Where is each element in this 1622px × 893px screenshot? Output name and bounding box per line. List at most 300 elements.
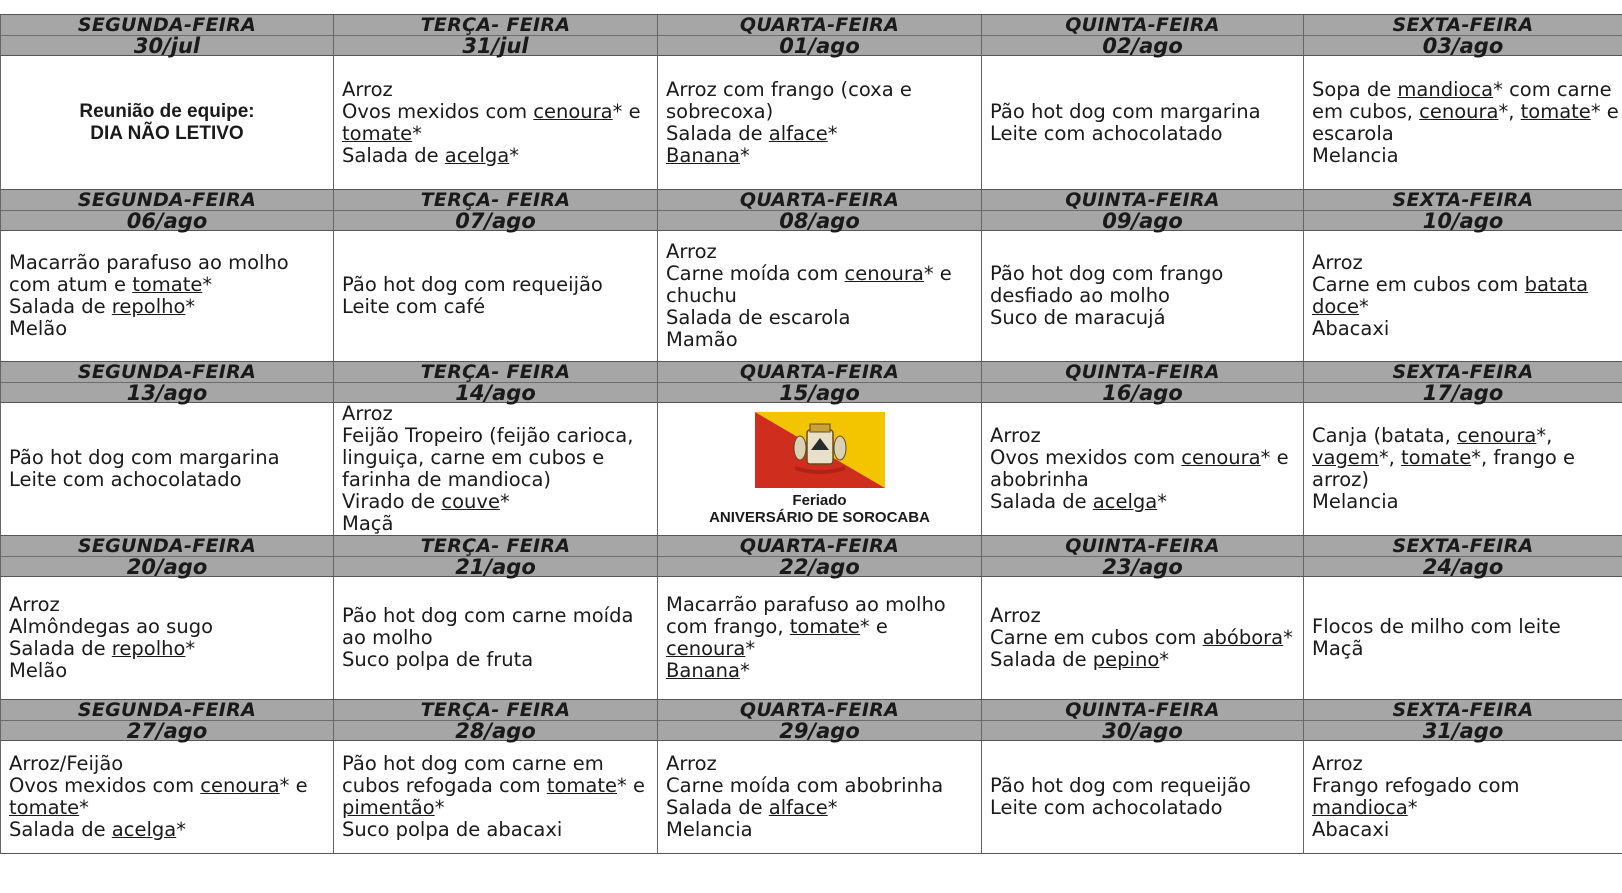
text-segment: Salada de xyxy=(9,818,112,841)
text-segment: Flocos de milho com leite xyxy=(1312,615,1561,638)
text-segment: Mamão xyxy=(666,328,738,351)
day-header xyxy=(0,362,333,403)
menu-line xyxy=(1312,819,1616,841)
menu-line xyxy=(1312,123,1616,145)
text-segment: *, frango e xyxy=(1471,446,1576,469)
text-segment: Ovos mexidos com xyxy=(342,99,534,123)
weekday-label: SEGUNDA-FEIRA xyxy=(1,362,333,383)
menu-cell xyxy=(0,231,333,362)
highlighted-ingredient: doce xyxy=(1312,295,1360,318)
text-segment: * xyxy=(739,659,750,682)
menu-line xyxy=(666,145,975,167)
weekday-label: SEGUNDA-FEIRA xyxy=(1,700,333,721)
text-segment: Melão xyxy=(9,659,68,682)
text-segment: Abacaxi xyxy=(1312,317,1390,340)
highlighted-ingredient: Banana xyxy=(666,659,740,682)
text-segment: Arroz xyxy=(342,77,393,101)
date-label: 31/ago xyxy=(1422,719,1504,743)
menu-line xyxy=(342,753,651,775)
day-header xyxy=(1303,700,1622,741)
date-label: 22/ago xyxy=(779,555,860,579)
menu-cell xyxy=(657,56,981,190)
text-segment: Ovos mexidos com xyxy=(9,774,201,797)
text-segment: * xyxy=(1359,295,1369,318)
menu-line xyxy=(342,819,651,841)
text-segment: * xyxy=(509,143,519,167)
menu-line xyxy=(342,797,651,819)
date-label: 23/ago xyxy=(1102,555,1183,579)
menu-cell xyxy=(333,577,657,700)
menu-cell xyxy=(657,741,981,854)
menu-line xyxy=(990,469,1297,491)
day-header xyxy=(657,190,981,231)
date-label: 29/ago xyxy=(779,719,860,743)
menu-line xyxy=(666,241,975,263)
date-label: 03/ago xyxy=(1422,34,1504,58)
highlighted-ingredient: mandioca xyxy=(1397,77,1494,101)
menu-line xyxy=(990,491,1297,513)
menu-line xyxy=(990,307,1297,329)
highlighted-ingredient: abóbora xyxy=(1202,626,1284,649)
highlighted-ingredient: tomate xyxy=(1520,99,1591,123)
text-segment: Arroz xyxy=(1312,752,1363,775)
menu-line xyxy=(666,775,975,797)
weekday-label: QUARTA-FEIRA xyxy=(658,700,981,721)
menu-line xyxy=(990,123,1297,145)
text-segment: *, xyxy=(1536,424,1553,447)
highlighted-ingredient: pepino xyxy=(1092,648,1160,671)
menu-line xyxy=(9,775,327,797)
date-label: 28/ago xyxy=(455,719,536,743)
day-header xyxy=(0,15,333,56)
highlighted-ingredient: cenoura xyxy=(1457,424,1537,447)
date-label: 27/ago xyxy=(126,719,208,743)
text-segment: Carne moída com xyxy=(666,262,845,285)
menu-line xyxy=(9,318,327,340)
day-header xyxy=(657,15,981,56)
day-header xyxy=(1303,190,1622,231)
day-header xyxy=(0,536,333,577)
day-header xyxy=(1303,15,1622,56)
menu-line xyxy=(1312,252,1616,274)
text-segment: Carne em cubos com xyxy=(990,626,1203,649)
menu-line xyxy=(9,797,327,819)
text-segment: Melancia xyxy=(1312,490,1399,513)
text-segment: Melancia xyxy=(666,818,753,841)
date-label: 15/ago xyxy=(779,381,860,405)
menu-cell xyxy=(1303,577,1622,700)
weekday-label: QUARTA-FEIRA xyxy=(658,536,981,557)
text-segment: Suco de maracujá xyxy=(990,306,1166,329)
day-header xyxy=(981,15,1303,56)
menu-line xyxy=(666,797,975,819)
holiday-caption xyxy=(792,492,846,509)
highlighted-ingredient: tomate xyxy=(1401,446,1472,469)
text-segment: Salada de xyxy=(666,796,769,819)
text-segment: chuchu xyxy=(666,284,737,307)
day-header xyxy=(1303,536,1622,577)
menu-line xyxy=(1312,616,1616,638)
weekday-label: SEXTA-FEIRA xyxy=(1304,362,1622,383)
text-segment: * xyxy=(79,796,89,819)
text-segment: Suco polpa de abacaxi xyxy=(342,818,563,841)
menu-cell xyxy=(0,741,333,854)
menu-line xyxy=(9,819,327,841)
weekday-label: SEXTA-FEIRA xyxy=(1304,700,1622,721)
date-label: 13/ago xyxy=(126,381,208,405)
text-segment: desfiado ao molho xyxy=(990,284,1170,307)
text-segment: Pão hot dog com requeijão xyxy=(342,273,603,296)
date-label: 06/ago xyxy=(126,209,208,233)
weekday-label: TERÇA- FEIRA xyxy=(334,15,657,36)
weekday-label: QUINTA-FEIRA xyxy=(982,190,1303,211)
text-segment: cubos refogada com xyxy=(342,774,547,797)
date-label: 07/ago xyxy=(455,209,536,233)
menu-line xyxy=(342,491,651,513)
text-segment: Leite com achocolatado xyxy=(9,468,242,491)
menu-line xyxy=(342,649,651,671)
text-segment: Arroz xyxy=(990,604,1041,627)
menu-line xyxy=(1312,797,1616,819)
text-segment: ANIVERSÁRIO DE SOROCABA xyxy=(709,509,930,526)
menu-line xyxy=(342,123,651,145)
text-segment: * e xyxy=(859,615,888,638)
text-segment: * e xyxy=(1260,446,1289,469)
text-segment: Frango refogado com xyxy=(1312,774,1520,797)
menu-line xyxy=(342,403,651,425)
text-segment: Salada de xyxy=(9,295,112,318)
menu-cell xyxy=(981,741,1303,854)
weekday-label: QUINTA-FEIRA xyxy=(982,700,1303,721)
menu-line xyxy=(1312,318,1616,340)
menu-cell xyxy=(1303,741,1622,854)
menu-line xyxy=(1312,491,1616,513)
menu-cell xyxy=(333,403,657,536)
text-segment: Melão xyxy=(9,317,68,340)
text-segment: Canja (batata, xyxy=(1312,424,1458,447)
menu-line xyxy=(342,79,651,101)
text-segment: linguiça, carne em cubos e xyxy=(342,446,605,469)
text-segment: * xyxy=(827,796,838,819)
highlighted-ingredient: batata xyxy=(1524,273,1589,296)
date-label: 21/ago xyxy=(455,555,536,579)
text-segment: * com carne xyxy=(1493,77,1612,101)
text-segment: Reunião de equipe: xyxy=(79,100,255,122)
menu-line xyxy=(9,447,327,469)
menu-line xyxy=(990,425,1297,447)
highlighted-ingredient: cenoura xyxy=(844,262,924,285)
text-segment: Ovos mexidos com xyxy=(990,446,1182,469)
text-segment: Salada de xyxy=(990,490,1093,513)
menu-line xyxy=(9,252,327,274)
text-segment: Pão hot dog com carne em xyxy=(342,752,604,775)
text-segment: Suco polpa de fruta xyxy=(342,648,534,671)
text-segment: com atum e xyxy=(9,273,133,296)
menu-cell xyxy=(981,56,1303,190)
menu-line xyxy=(9,638,327,660)
text-segment: Salada de escarola xyxy=(666,306,851,329)
weekday-label: QUARTA-FEIRA xyxy=(658,190,981,211)
menu-cell xyxy=(1303,56,1622,190)
menu-line xyxy=(666,660,975,682)
menu-line xyxy=(9,660,327,682)
menu-line xyxy=(666,819,975,841)
menu-cell xyxy=(0,403,333,536)
text-segment: Pão hot dog com margarina xyxy=(990,99,1261,123)
text-segment: Feijão Tropeiro (feijão carioca, xyxy=(342,424,634,447)
day-header xyxy=(657,700,981,741)
text-segment: Salada de xyxy=(990,648,1093,671)
menu-line xyxy=(342,627,651,649)
date-label: 02/ago xyxy=(1102,34,1183,58)
menu-line xyxy=(990,627,1297,649)
text-segment: * xyxy=(185,295,196,318)
highlighted-ingredient: tomate xyxy=(789,615,860,638)
menu-cell xyxy=(657,231,981,362)
weekday-label: QUINTA-FEIRA xyxy=(982,536,1303,557)
menu-line xyxy=(342,296,651,318)
menu-line xyxy=(342,605,651,627)
text-segment: * xyxy=(499,490,510,513)
weekday-label: SEXTA-FEIRA xyxy=(1304,536,1622,557)
text-segment: *, xyxy=(1498,99,1521,123)
menu-line xyxy=(666,285,975,307)
menu-line xyxy=(9,296,327,318)
weekday-label: QUARTA-FEIRA xyxy=(658,362,981,383)
text-segment: escarola xyxy=(1312,121,1394,145)
menu-line xyxy=(990,649,1297,671)
day-header xyxy=(657,362,981,403)
text-segment: * e xyxy=(1590,99,1619,123)
day-header xyxy=(333,15,657,56)
highlighted-ingredient: acelga xyxy=(444,143,510,167)
menu-line xyxy=(990,447,1297,469)
menu-line xyxy=(342,469,651,491)
text-segment: * e xyxy=(923,262,952,285)
weekday-label: QUINTA-FEIRA xyxy=(982,15,1303,36)
date-label: 09/ago xyxy=(1102,209,1183,233)
highlighted-ingredient: repolho xyxy=(111,295,186,318)
text-segment: Arroz xyxy=(342,403,393,425)
notice-line xyxy=(79,101,254,123)
highlighted-ingredient: couve xyxy=(441,490,500,513)
text-segment: Maçã xyxy=(1312,637,1364,660)
highlighted-ingredient: tomate xyxy=(546,774,617,797)
text-segment: Virado de xyxy=(342,490,442,513)
menu-line xyxy=(1312,775,1616,797)
text-segment: Pão hot dog com requeijão xyxy=(990,774,1251,797)
text-segment: com frango, xyxy=(666,615,790,638)
day-header xyxy=(981,362,1303,403)
date-label: 24/ago xyxy=(1422,555,1504,579)
text-segment: * xyxy=(412,121,422,145)
highlighted-ingredient: acelga xyxy=(111,818,177,841)
text-segment: Sopa de xyxy=(1312,77,1398,101)
text-segment: Arroz xyxy=(990,424,1041,447)
day-header xyxy=(333,362,657,403)
menu-line xyxy=(1312,274,1616,296)
day-header xyxy=(981,190,1303,231)
day-header xyxy=(981,536,1303,577)
date-label: 17/ago xyxy=(1422,381,1504,405)
highlighted-ingredient: cenoura xyxy=(666,637,746,660)
highlighted-ingredient: cenoura xyxy=(1181,446,1261,469)
weekday-label: SEGUNDA-FEIRA xyxy=(1,15,333,36)
menu-line xyxy=(342,145,651,167)
text-segment: * xyxy=(1407,796,1418,819)
text-segment: Arroz xyxy=(666,752,717,775)
text-segment: * xyxy=(1159,648,1170,671)
menu-cell xyxy=(981,231,1303,362)
menu-line xyxy=(1312,753,1616,775)
day-header xyxy=(333,190,657,231)
menu-cell xyxy=(1303,403,1622,536)
menu-cell xyxy=(333,56,657,190)
menu-line xyxy=(990,797,1297,819)
weekday-label: TERÇA- FEIRA xyxy=(334,190,657,211)
date-label: 30/jul xyxy=(133,34,201,58)
menu-line xyxy=(666,616,975,638)
menu-line xyxy=(990,605,1297,627)
menu-line xyxy=(1312,145,1616,167)
menu-line xyxy=(9,274,327,296)
menu-cell xyxy=(981,403,1303,536)
highlighted-ingredient: tomate xyxy=(9,796,80,819)
menu-line xyxy=(666,79,975,101)
text-segment: Pão hot dog com frango xyxy=(990,262,1224,285)
text-segment: Arroz xyxy=(666,240,717,263)
holiday-caption xyxy=(709,509,930,526)
text-segment: Abacaxi xyxy=(1312,818,1390,841)
text-segment: farinha de mandioca) xyxy=(342,468,551,491)
text-segment: Carne em cubos com xyxy=(1312,273,1525,296)
day-header xyxy=(0,190,333,231)
text-segment: Pão hot dog com margarina xyxy=(9,446,280,469)
text-segment: * xyxy=(827,121,838,145)
notice-cell xyxy=(0,56,333,190)
day-header xyxy=(981,700,1303,741)
text-segment: * xyxy=(202,273,213,296)
weekday-label: SEXTA-FEIRA xyxy=(1304,15,1622,36)
day-header xyxy=(0,700,333,741)
text-segment: * e xyxy=(617,774,645,797)
menu-cell xyxy=(981,577,1303,700)
highlighted-ingredient: cenoura xyxy=(1419,99,1499,123)
menu-line xyxy=(990,101,1297,123)
menu-line xyxy=(666,594,975,616)
highlighted-ingredient: acelga xyxy=(1092,490,1158,513)
day-header xyxy=(333,700,657,741)
menu-line xyxy=(342,101,651,123)
school-menu-calendar xyxy=(0,14,1622,854)
text-segment: Leite com café xyxy=(342,295,486,318)
weekday-label: TERÇA- FEIRA xyxy=(334,362,657,383)
highlighted-ingredient: pimentão xyxy=(342,796,435,819)
text-segment: sobrecoxa) xyxy=(666,99,774,123)
menu-line xyxy=(9,594,327,616)
menu-line xyxy=(990,263,1297,285)
menu-line xyxy=(1312,469,1616,491)
highlighted-ingredient: mandioca xyxy=(1312,796,1408,819)
text-segment: * xyxy=(745,637,756,660)
text-segment: Leite com achocolatado xyxy=(990,796,1223,819)
menu-line xyxy=(666,263,975,285)
menu-line xyxy=(666,638,975,660)
weekday-label: SEXTA-FEIRA xyxy=(1304,190,1622,211)
text-segment: Salada de xyxy=(666,121,769,145)
menu-line xyxy=(1312,425,1616,447)
text-segment: Macarrão parafuso ao molho xyxy=(666,593,946,616)
text-segment: * xyxy=(1283,626,1293,649)
menu-line xyxy=(9,616,327,638)
text-segment: Carne moída com abobrinha xyxy=(666,774,944,797)
menu-line xyxy=(1312,447,1616,469)
date-label: 16/ago xyxy=(1102,381,1183,405)
text-segment: Salada de xyxy=(9,637,112,660)
highlighted-ingredient: alface xyxy=(768,121,828,145)
menu-cell xyxy=(1303,231,1622,362)
day-header xyxy=(657,536,981,577)
highlighted-ingredient: Banana xyxy=(666,143,740,167)
weekday-label: SEGUNDA-FEIRA xyxy=(1,190,333,211)
text-segment: * e xyxy=(612,99,641,123)
text-segment: * xyxy=(1157,490,1167,513)
text-segment: Almôndegas ao sugo xyxy=(9,615,214,638)
text-segment: Macarrão parafuso ao molho xyxy=(9,251,289,274)
menu-line xyxy=(1312,99,1619,123)
weekday-label: TERÇA- FEIRA xyxy=(334,536,657,557)
date-label: 20/ago xyxy=(126,555,208,579)
menu-line xyxy=(342,447,651,469)
menu-cell xyxy=(333,231,657,362)
menu-cell xyxy=(0,577,333,700)
weekday-label: SEGUNDA-FEIRA xyxy=(1,536,333,557)
highlighted-ingredient: alface xyxy=(768,796,828,819)
holiday-cell xyxy=(657,403,981,536)
highlighted-ingredient: cenoura xyxy=(533,99,613,123)
text-segment: Pão hot dog com carne moída xyxy=(342,604,634,627)
menu-line xyxy=(990,285,1297,307)
menu-cell xyxy=(333,741,657,854)
menu-line xyxy=(990,775,1297,797)
date-label: 30/ago xyxy=(1102,719,1183,743)
menu-line xyxy=(666,101,975,123)
text-segment: * xyxy=(176,818,186,841)
text-segment: * e xyxy=(279,774,308,797)
text-segment: Arroz xyxy=(1312,251,1363,274)
highlighted-ingredient: cenoura xyxy=(200,774,280,797)
text-segment: em cubos, xyxy=(1312,99,1420,123)
text-segment: Arroz xyxy=(9,593,60,616)
text-segment: * xyxy=(739,143,750,167)
text-segment: Maçã xyxy=(342,512,394,535)
menu-line xyxy=(666,753,975,775)
text-segment: * xyxy=(185,637,196,660)
menu-line xyxy=(342,775,651,797)
text-segment: *, xyxy=(1378,446,1402,469)
day-header xyxy=(1303,362,1622,403)
menu-line xyxy=(9,469,327,491)
date-label: 10/ago xyxy=(1422,209,1504,233)
text-segment: Salada de xyxy=(342,143,445,167)
menu-line xyxy=(342,513,651,535)
date-label: 14/ago xyxy=(455,381,536,405)
text-segment: Melancia xyxy=(1312,143,1399,167)
date-label: 01/ago xyxy=(779,34,860,58)
weekday-label: QUINTA-FEIRA xyxy=(982,362,1303,383)
menu-line xyxy=(9,753,327,775)
text-segment: arroz) xyxy=(1312,468,1369,491)
